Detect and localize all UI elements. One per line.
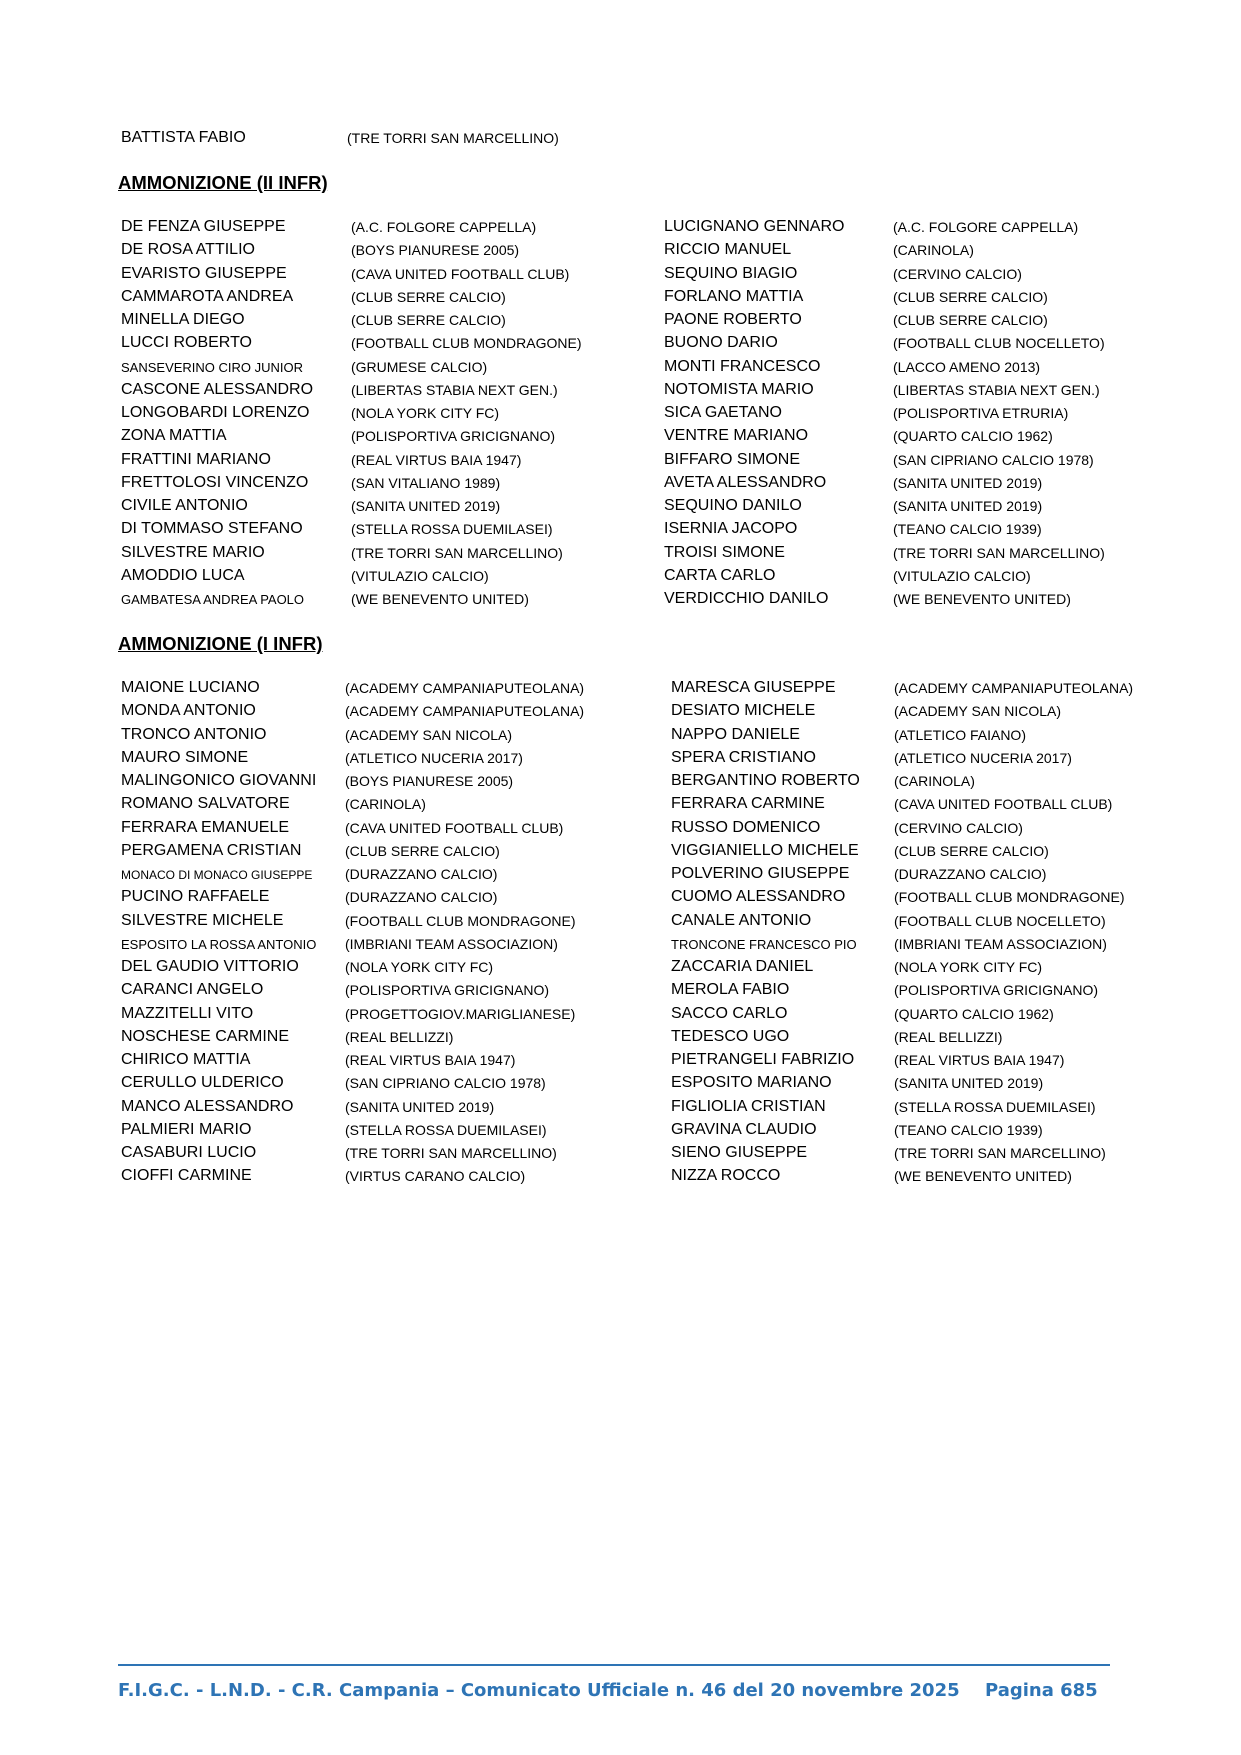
list-item	[664, 427, 1224, 449]
player-name: FIGLIOLIA CRISTIAN	[671, 1097, 826, 1115]
player-name: VENTRE MARIANO	[664, 427, 809, 445]
player-name: MONTI FRANCESCO	[664, 357, 821, 375]
player-name: SEQUINO DANILO	[664, 497, 802, 514]
club-name: (REAL BELLIZZI)	[894, 1028, 1003, 1045]
list-item	[121, 590, 681, 612]
club-name: (CAVA UNITED FOOTBALL CLUB)	[351, 265, 570, 282]
club-name: (STELLA ROSSA DUEMILASEI)	[351, 521, 553, 538]
player-name: SIENO GIUSEPPE	[671, 1144, 808, 1161]
club-name: (LACCO AMENO 2013)	[893, 358, 1041, 375]
club-name: (POLISPORTIVA GRICIGNANO)	[894, 982, 1099, 999]
club-name: (REAL VIRTUS BAIA 1947)	[894, 1052, 1065, 1068]
list-item	[121, 679, 681, 701]
club-name: (CERVINO CALCIO)	[894, 819, 1023, 836]
club-name: (ATLETICO NUCERIA 2017)	[894, 749, 1072, 766]
player-name: DE ROSA ATTILIO	[121, 241, 255, 259]
list-item	[671, 1074, 1231, 1096]
list-item	[121, 334, 681, 356]
list-item	[664, 567, 1224, 589]
club-name: (DURAZZANO CALCIO)	[894, 866, 1047, 882]
list-item	[671, 1005, 1231, 1027]
list-item	[121, 311, 681, 333]
club-name: (A.C. FOLGORE CAPPELLA)	[351, 219, 537, 235]
player-name: NOSCHESE CARMINE	[121, 1027, 290, 1045]
club-name: (DURAZZANO CALCIO)	[345, 866, 498, 882]
club-name: (POLISPORTIVA GRICIGNANO)	[345, 982, 550, 999]
club-name: (SANITA UNITED 2019)	[351, 498, 501, 514]
list-item	[121, 842, 681, 864]
club-name: (WE BENEVENTO UNITED)	[351, 591, 529, 607]
player-name: BIFFARO SIMONE	[664, 450, 801, 468]
list-item	[121, 912, 681, 934]
list-item	[671, 958, 1231, 980]
player-name: MAZZITELLI VITO	[121, 1004, 254, 1022]
player-name: RICCIO MANUEL	[664, 241, 792, 259]
list-item	[664, 334, 1224, 356]
player-name: MARESCA GIUSEPPE	[671, 679, 836, 696]
player-name: ESPOSITO MARIANO	[671, 1074, 832, 1092]
player-name: SPERA CRISTIANO	[671, 748, 816, 766]
player-name: SEQUINO BIAGIO	[664, 264, 798, 282]
list-item	[664, 218, 1224, 240]
list-item	[671, 1098, 1231, 1120]
list-item	[664, 288, 1224, 310]
list-item	[671, 842, 1231, 864]
club-name: (FOOTBALL CLUB MONDRAGONE)	[351, 335, 582, 352]
club-name: (LIBERTAS STABIA NEXT GEN.)	[893, 381, 1100, 398]
player-name: MAURO SIMONE	[121, 748, 249, 766]
player-name: SANSEVERINO CIRO JUNIOR	[121, 359, 304, 375]
list-item	[671, 772, 1231, 794]
footer-divider	[118, 1664, 1110, 1666]
list-item	[671, 819, 1231, 841]
player-name: DESIATO MICHELE	[671, 702, 816, 720]
club-name: (CLUB SERRE CALCIO)	[894, 842, 1049, 859]
list-item	[121, 567, 681, 589]
club-name: (BOYS PIANURESE 2005)	[351, 242, 520, 259]
list-item	[664, 590, 1224, 612]
club-name: (NOLA YORK CITY FC)	[345, 959, 494, 975]
footer-text: F.I.G.C. - L.N.D. - C.R. Campania – Comunicato Ufficiale n. 46 del 20 novembre 2025	[118, 1680, 960, 1701]
player-name: ZACCARIA DANIEL	[671, 958, 814, 975]
player-name: MAIONE LUCIANO	[121, 679, 260, 696]
player-name: NAPPO DANIELE	[671, 725, 800, 743]
club-name: (NOLA YORK CITY FC)	[351, 405, 500, 421]
player-name: FORLANO MATTIA	[664, 287, 804, 305]
list-item	[121, 1074, 681, 1096]
list-item	[664, 358, 1224, 380]
player-name: CANALE ANTONIO	[671, 911, 812, 929]
club-name: (FOOTBALL CLUB NOCELLETO)	[894, 912, 1106, 929]
list-item	[121, 1098, 681, 1120]
list-item	[664, 520, 1224, 542]
club-name: (ATLETICO FAIANO)	[894, 726, 1026, 743]
player-name: CUOMO ALESSANDRO	[671, 888, 846, 906]
list-item	[664, 381, 1224, 403]
club-name: (IMBRIANI TEAM ASSOCIAZION)	[345, 935, 558, 952]
player-name: PUCINO RAFFAELE	[121, 888, 270, 906]
club-name: (SAN CIPRIANO CALCIO 1978)	[345, 1075, 546, 1092]
player-name: FERRARA EMANUELE	[121, 818, 290, 836]
list-item	[121, 981, 681, 1003]
player-name: CIVILE ANTONIO	[121, 497, 248, 514]
player-name: CHIRICO MATTIA	[121, 1051, 251, 1068]
club-name: (TRE TORRI SAN MARCELLINO)	[894, 1145, 1106, 1161]
list-item	[671, 981, 1231, 1003]
player-name: ZONA MATTIA	[121, 427, 227, 445]
player-name: FERRARA CARMINE	[671, 795, 825, 813]
club-name: (SANITA UNITED 2019)	[893, 474, 1043, 491]
list-item	[671, 912, 1231, 934]
list-item	[664, 311, 1224, 333]
club-name: (CAVA UNITED FOOTBALL CLUB)	[345, 819, 564, 836]
list-item	[121, 795, 681, 817]
player-name: DEL GAUDIO VITTORIO	[121, 958, 299, 975]
list-item	[121, 935, 681, 957]
club-name: (CARINOLA)	[893, 242, 974, 259]
club-name: (TRE TORRI SAN MARCELLINO)	[347, 130, 559, 146]
club-name: (VITULAZIO CALCIO)	[893, 567, 1031, 584]
player-name: MINELLA DIEGO	[121, 311, 245, 328]
list-item	[671, 1167, 1231, 1189]
list-item	[121, 1144, 681, 1166]
list-item	[121, 865, 681, 887]
club-name: (CLUB SERRE CALCIO)	[345, 842, 500, 859]
list-item	[121, 520, 681, 542]
player-name: TEDESCO UGO	[671, 1027, 790, 1045]
club-name: (CAVA UNITED FOOTBALL CLUB)	[894, 796, 1113, 813]
club-name: (GRUMESE CALCIO)	[351, 358, 488, 375]
player-name: TRONCO ANTONIO	[121, 725, 267, 743]
list-item	[121, 1028, 681, 1050]
list-item	[671, 1028, 1231, 1050]
list-item	[121, 749, 681, 771]
list-item	[121, 451, 681, 473]
list-item	[121, 772, 681, 794]
player-name: LUCCI ROBERTO	[121, 334, 252, 352]
player-name: AMODDIO LUCA	[121, 566, 245, 584]
club-name: (ACADEMY CAMPANIAPUTEOLANA)	[894, 680, 1134, 696]
list-item	[671, 1121, 1231, 1143]
player-name: RUSSO DOMENICO	[671, 818, 821, 836]
player-name: TRONCONE FRANCESCO PIO	[671, 936, 857, 952]
club-name: (WE BENEVENTO UNITED)	[893, 591, 1071, 607]
club-name: (QUARTO CALCIO 1962)	[893, 428, 1053, 445]
club-name: (DURAZZANO CALCIO)	[345, 889, 498, 906]
player-name: NIZZA ROCCO	[671, 1167, 781, 1185]
list-item	[121, 427, 681, 449]
player-name: PAONE ROBERTO	[664, 311, 802, 328]
club-name: (STELLA ROSSA DUEMILASEI)	[894, 1098, 1096, 1115]
player-name: PALMIERI MARIO	[121, 1120, 252, 1138]
section-title-ammonizione-ii: AMMONIZIONE (II INFR)	[118, 172, 328, 193]
club-name: (SANITA UNITED 2019)	[345, 1098, 495, 1115]
player-name: SILVESTRE MARIO	[121, 543, 265, 561]
club-name: (WE BENEVENTO UNITED)	[894, 1168, 1072, 1185]
player-name: MANCO ALESSANDRO	[121, 1097, 294, 1115]
club-name: (CLUB SERRE CALCIO)	[893, 312, 1048, 328]
player-name: DE FENZA GIUSEPPE	[121, 218, 286, 235]
list-item	[121, 819, 681, 841]
club-name: (SANITA UNITED 2019)	[894, 1075, 1044, 1092]
list-item	[671, 749, 1231, 771]
list-item	[121, 1167, 681, 1189]
club-name: (FOOTBALL CLUB MONDRAGONE)	[894, 889, 1125, 906]
club-name: (VITULAZIO CALCIO)	[351, 567, 489, 584]
player-name: GAMBATESA ANDREA PAOLO	[121, 592, 305, 607]
list-item	[671, 1051, 1231, 1073]
club-name: (FOOTBALL CLUB MONDRAGONE)	[345, 912, 576, 929]
player-name: SILVESTRE MICHELE	[121, 911, 284, 929]
section-title-ammonizione-i: AMMONIZIONE (I INFR)	[118, 633, 323, 654]
player-name: NOTOMISTA MARIO	[664, 380, 814, 398]
list-item	[121, 958, 681, 980]
list-item	[671, 888, 1231, 910]
club-name: (LIBERTAS STABIA NEXT GEN.)	[351, 381, 558, 398]
club-name: (CLUB SERRE CALCIO)	[351, 312, 506, 328]
club-name: (ACADEMY CAMPANIAPUTEOLANA)	[345, 703, 585, 720]
list-item	[671, 679, 1231, 701]
list-item	[671, 865, 1231, 887]
list-item	[121, 404, 681, 426]
player-name: CERULLO ULDERICO	[121, 1074, 284, 1092]
club-name: (NOLA YORK CITY FC)	[894, 959, 1043, 975]
club-name: (CLUB SERRE CALCIO)	[893, 288, 1048, 305]
player-name: ESPOSITO LA ROSSA ANTONIO	[121, 936, 317, 952]
player-name: DI TOMMASO STEFANO	[121, 520, 303, 538]
list-item	[121, 381, 681, 403]
list-item	[121, 1051, 681, 1073]
club-name: (QUARTO CALCIO 1962)	[894, 1005, 1054, 1022]
list-item	[121, 726, 681, 748]
list-item	[121, 474, 681, 496]
club-name: (CARINOLA)	[894, 773, 975, 789]
player-name: FRETTOLOSI VINCENZO	[121, 473, 309, 491]
player-name: AVETA ALESSANDRO	[664, 473, 827, 491]
club-name: (ACADEMY CAMPANIAPUTEOLANA)	[345, 680, 585, 696]
list-item	[121, 241, 681, 263]
club-name: (ACADEMY SAN NICOLA)	[345, 726, 512, 743]
club-name: (REAL BELLIZZI)	[345, 1028, 454, 1045]
player-name: LUCIGNANO GENNARO	[664, 218, 845, 235]
list-item	[671, 795, 1231, 817]
player-name: MEROLA FABIO	[671, 981, 790, 999]
club-name: (FOOTBALL CLUB NOCELLETO)	[893, 335, 1105, 352]
club-name: (STELLA ROSSA DUEMILASEI)	[345, 1121, 547, 1138]
club-name: (VIRTUS CARANO CALCIO)	[345, 1168, 526, 1185]
list-item	[121, 544, 681, 566]
list-item	[121, 358, 681, 380]
club-name: (SAN VITALIANO 1989)	[351, 474, 501, 491]
player-name: BATTISTA FABIO	[121, 129, 246, 146]
club-name: (CARINOLA)	[345, 796, 426, 813]
club-name: (SANITA UNITED 2019)	[893, 498, 1043, 514]
list-item	[671, 702, 1231, 724]
list-item	[671, 1144, 1231, 1166]
player-name: SICA GAETANO	[664, 404, 782, 421]
player-name: MONDA ANTONIO	[121, 702, 256, 720]
list-item	[664, 404, 1224, 426]
list-item	[664, 474, 1224, 496]
club-name: (POLISPORTIVA GRICIGNANO)	[351, 428, 556, 445]
player-name: CAMMAROTA ANDREA	[121, 287, 294, 305]
player-name: EVARISTO GIUSEPPE	[121, 264, 287, 282]
player-name: MALINGONICO GIOVANNI	[121, 772, 317, 789]
player-name: LONGOBARDI LORENZO	[121, 404, 310, 421]
player-name: ISERNIA JACOPO	[664, 520, 798, 538]
list-item	[121, 888, 681, 910]
club-name: (ACADEMY SAN NICOLA)	[894, 703, 1061, 720]
club-name: (BOYS PIANURESE 2005)	[345, 773, 514, 789]
list-item	[664, 544, 1224, 566]
club-name: (SAN CIPRIANO CALCIO 1978)	[893, 451, 1094, 468]
player-name: CASABURI LUCIO	[121, 1144, 257, 1161]
club-name: (IMBRIANI TEAM ASSOCIAZION)	[894, 935, 1107, 952]
list-item	[121, 265, 681, 287]
player-name: SACCO CARLO	[671, 1004, 788, 1022]
club-name: (PROGETTOGIOV.MARIGLIANESE)	[345, 1005, 576, 1022]
list-item	[121, 1121, 681, 1143]
club-name: (REAL VIRTUS BAIA 1947)	[351, 451, 522, 468]
player-name: FRATTINI MARIANO	[121, 450, 271, 468]
player-name: GRAVINA CLAUDIO	[671, 1120, 817, 1138]
player-name: BERGANTINO ROBERTO	[671, 772, 860, 789]
player-name: CARANCI ANGELO	[121, 981, 264, 999]
player-name: MONACO DI MONACO GIUSEPPE	[121, 868, 313, 882]
list-item	[671, 935, 1231, 957]
club-name: (REAL VIRTUS BAIA 1947)	[345, 1052, 516, 1068]
player-name: VIGGIANIELLO MICHELE	[671, 841, 859, 859]
player-name: BUONO DARIO	[664, 334, 778, 352]
club-name: (ATLETICO NUCERIA 2017)	[345, 749, 523, 766]
player-name: VERDICCHIO DANILO	[664, 590, 829, 607]
club-name: (TRE TORRI SAN MARCELLINO)	[893, 544, 1105, 561]
club-name: (TEANO CALCIO 1939)	[893, 521, 1042, 538]
player-name: CARTA CARLO	[664, 566, 776, 584]
player-name: TROISI SIMONE	[664, 543, 785, 561]
club-name: (CLUB SERRE CALCIO)	[351, 288, 506, 305]
club-name: (POLISPORTIVA ETRURIA)	[893, 405, 1069, 421]
club-name: (TRE TORRI SAN MARCELLINO)	[351, 544, 563, 561]
list-item	[121, 702, 681, 724]
player-name: POLVERINO GIUSEPPE	[671, 865, 850, 882]
club-name: (TEANO CALCIO 1939)	[894, 1121, 1043, 1138]
list-item	[664, 265, 1224, 287]
list-item	[121, 218, 681, 240]
player-name: PERGAMENA CRISTIAN	[121, 841, 302, 859]
list-item	[121, 1005, 681, 1027]
club-name: (CERVINO CALCIO)	[893, 265, 1022, 282]
player-name: ROMANO SALVATORE	[121, 795, 290, 813]
club-name: (TRE TORRI SAN MARCELLINO)	[345, 1145, 557, 1161]
list-item	[121, 288, 681, 310]
list-item	[664, 497, 1224, 519]
list-item	[671, 726, 1231, 748]
player-name: CIOFFI CARMINE	[121, 1167, 252, 1185]
list-item	[121, 497, 681, 519]
club-name: (A.C. FOLGORE CAPPELLA)	[893, 219, 1079, 235]
page-number: Pagina 685	[985, 1680, 1098, 1701]
player-name: PIETRANGELI FABRIZIO	[671, 1051, 855, 1068]
list-item	[664, 241, 1224, 263]
player-name: CASCONE ALESSANDRO	[121, 380, 314, 398]
list-item	[664, 451, 1224, 473]
